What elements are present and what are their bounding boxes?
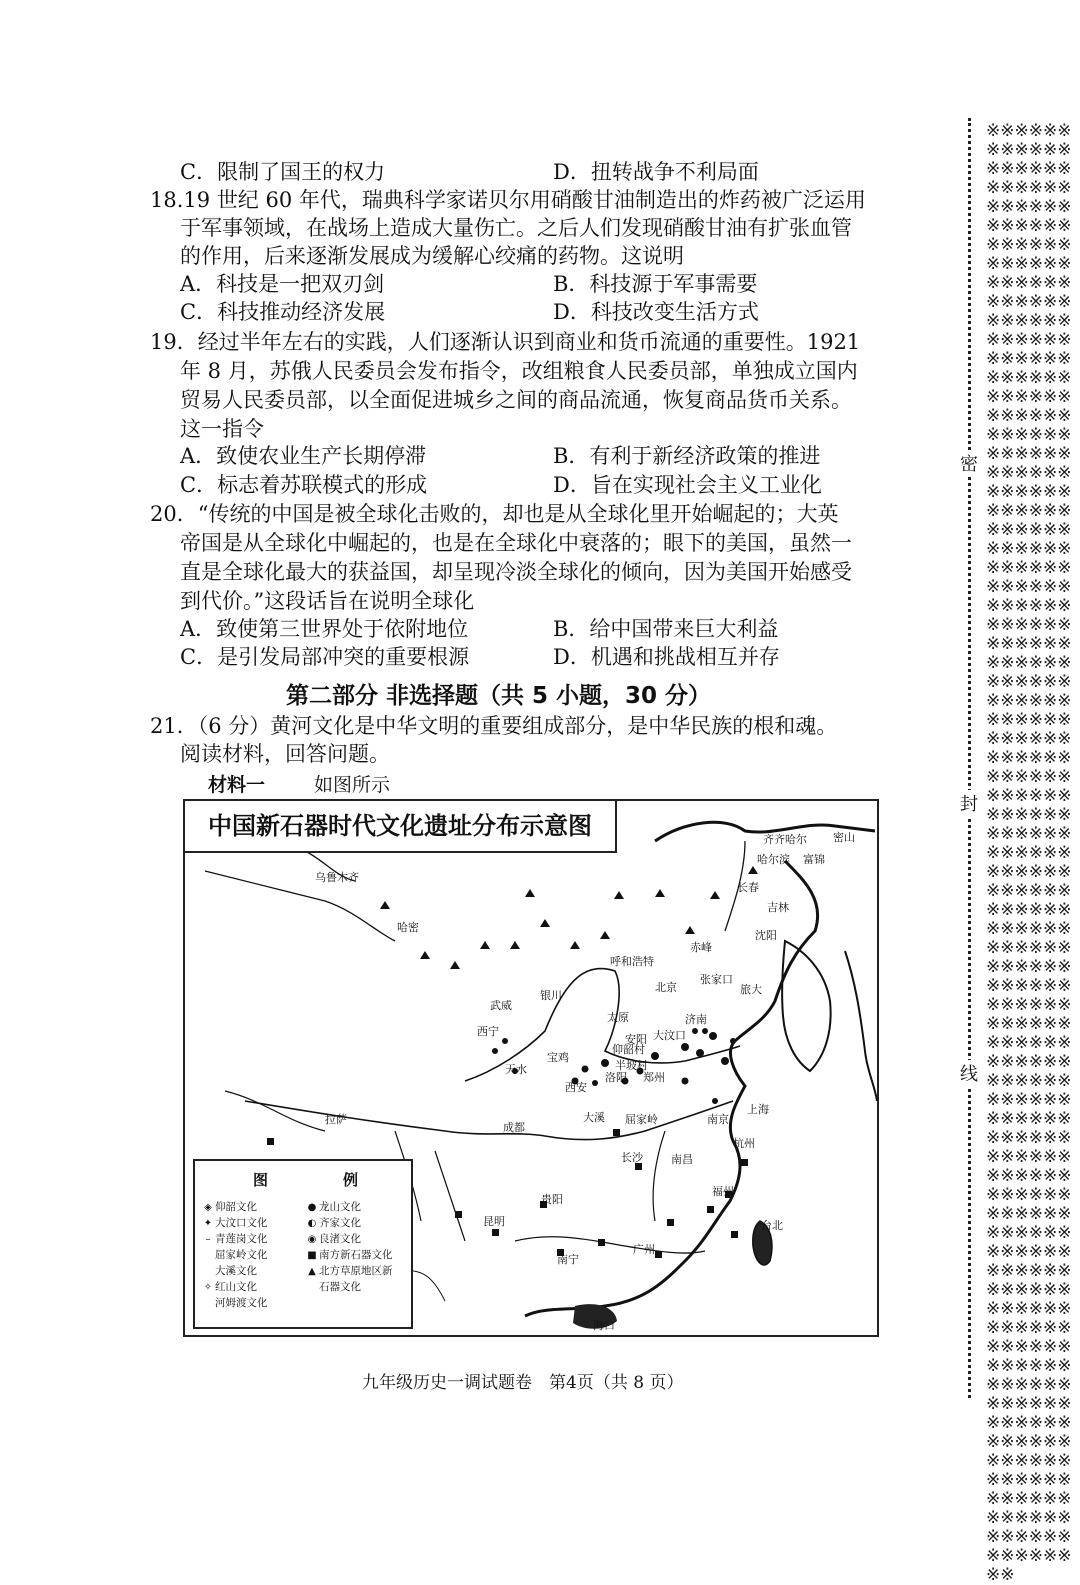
legend-item: – 青莲岗文化 [205,1233,268,1245]
river [653,1131,665,1221]
seal-dotted-line [968,118,971,1398]
map-title: 中国新石器时代文化遗址分布示意图 [185,801,617,853]
q20-option-d: D．机遇和挑战相互并存 [553,645,780,669]
place-label: 南京 [707,1113,729,1126]
legend-item: ◈ 仰韶文化 [204,1201,257,1213]
place-label: 长沙 [621,1151,643,1164]
place-label: 哈密 [397,921,419,934]
q19-stem-line: 年 8 月，苏俄人民委员会发布指令，改组粮食人民委员部，单独成立国内 [180,359,858,383]
q20-stem-line: 直是全球化最大的获益国，却呈现冷淡全球化的倾向，因为美国开始感受 [180,560,852,584]
legend-title-2: 例 [343,1171,359,1189]
river [205,871,395,941]
q17-option-d: D．扭转战争不利局面 [553,160,759,184]
place-label: 福州 [712,1185,734,1198]
q18-option-d: D．科技改变生活方式 [553,300,759,324]
place-label: 长春 [737,881,759,894]
place-label: 张家口 [700,973,733,986]
legend-title-1: 图 [253,1171,269,1189]
q19-stem-line: 贸易人民委员部，以全面促进城乡之间的商品流通，恢复商品货币关系。 [180,388,852,412]
place-label: 半坡村 [615,1059,648,1072]
place-label: 旅大 [740,983,762,996]
q20-option-c: C．是引发局部冲突的重要根源 [180,645,470,669]
q19-stem-line: 19．经过半年左右的实践，人们逐渐认识到商业和货币流通的重要性。1921 [150,330,861,354]
seal-word-feng: 封 [958,790,980,816]
legend-item: ■ 南方新石器文化 [307,1249,393,1261]
q18-option-c: C．科技推动经济发展 [180,300,386,324]
q20-option-b: B．给中国带来巨大利益 [553,617,779,641]
q20-stem-line: 20．“传统的中国是被全球化击败的，却也是从全球化里开始崛起的；大英 [150,502,839,526]
place-label: 仰韶村 [612,1043,645,1056]
legend-item: ✧ 红山文化 [203,1281,257,1293]
q20-stem-line: 帝国是从全球化中崛起的，也是在全球化中衰落的；眼下的美国，虽然一 [180,531,852,555]
place-label: 吉林 [767,901,789,914]
place-label: 南宁 [557,1253,579,1266]
legend-item: 河姆渡文化 [215,1297,268,1309]
place-label: 成都 [503,1121,525,1134]
place-label: 南昌 [671,1153,693,1166]
place-label: 安阳 [625,1033,647,1046]
place-label: 富锦 [803,853,825,866]
place-label: 屈家岭 [625,1113,658,1126]
place-label: 武威 [490,999,512,1012]
q20-stem-line: 到代价。”这段话旨在说明全球化 [180,589,475,613]
q19-stem-line: 这一指令 [180,417,264,441]
yangtze-river [245,1101,733,1140]
place-label: 乌鲁木齐 [315,871,359,884]
q21-stem-line: 21．（6 分）黄河文化是中华文明的重要组成部分，是中华民族的根和魂。 [150,714,838,738]
place-label: 密山 [833,831,855,844]
q18-stem-line: 18.19 世纪 60 年代，瑞典科学家诺贝尔用硝酸甘油制造出的炸药被广泛运用 [150,188,866,212]
q18-option-a: A．科技是一把双刃剑 [180,272,385,296]
legend-item: 大溪文化 [215,1265,257,1277]
place-label: 杭州 [733,1137,755,1150]
place-label: 海口 [593,1319,615,1332]
q21-stem-line: 阅读材料，回答问题。 [180,742,390,766]
place-label: 郑州 [643,1071,665,1084]
place-label: 大溪 [583,1111,605,1124]
q19-option-c: C．标志着苏联模式的形成 [180,473,428,497]
legend-item: ✦ 大汶口文化 [203,1217,268,1229]
japan-outline [845,951,877,1101]
place-label: 西安 [565,1081,587,1094]
place-label: 沈阳 [755,929,777,942]
place-label: 太原 [607,1011,629,1024]
seal-word-mi: 密 [958,450,980,476]
place-label: 北京 [655,981,677,994]
place-label: 西宁 [477,1025,499,1038]
place-label: 银川 [540,989,562,1002]
section-heading: 第二部分 非选择题（共 5 小题，30 分） [286,683,712,709]
place-label: 呼和浩特 [610,955,654,968]
place-label: 拉萨 [325,1113,347,1126]
q18-option-b: B．科技源于军事需要 [553,272,758,296]
legend-item: 屈家岭文化 [215,1249,268,1261]
q17-option-c: C．限制了国王的权力 [180,160,386,184]
place-label: 上海 [747,1103,769,1116]
place-label: 贵阳 [541,1193,563,1206]
coastline [525,822,875,1316]
q19-option-d: D．旨在实现社会主义工业化 [553,473,822,497]
legend-item: ◉ 良渚文化 [307,1233,361,1245]
legend-item: ● 龙山文化 [307,1201,361,1213]
place-label: 哈尔滨 [757,853,790,866]
place-label: 大汶口 [653,1029,686,1042]
legend-item: ▲ 北方草原地区新 [308,1265,393,1277]
place-label: 宝鸡 [547,1051,569,1064]
place-label: 广州 [633,1243,655,1256]
seal-margin [966,118,1080,1585]
q18-stem-line: 的作用，后来逐渐发展成为缓解心绞痛的药物。这说明 [180,244,684,268]
seal-word-xian: 线 [958,1060,980,1086]
korea-outline [782,941,830,1071]
q19-option-b: B．有利于新经济政策的推进 [553,444,821,468]
river [435,1151,465,1241]
material-label: 材料一 [208,774,266,796]
map-legend [193,1159,413,1329]
legend-item: 石器文化 [319,1281,361,1293]
q18-stem-line: 于军事领域，在战场上造成大量伤亡。之后人们发现硝酸甘油有扩张血管 [180,216,852,240]
place-label: 台北 [761,1219,783,1232]
material-text: 如图所示 [314,774,391,796]
page-footer: 九年级历史一调试题卷 第4页（共 8 页） [362,1373,684,1393]
place-label: 洛阳 [605,1071,627,1084]
legend-item: ◐ 齐家文化 [307,1217,361,1229]
place-label: 齐齐哈尔 [763,833,807,846]
place-label: 济南 [685,1013,707,1026]
neolithic-sites-map [183,799,879,1337]
place-label: 昆明 [483,1215,505,1228]
q19-option-a: A．致使农业生产长期停滞 [180,444,427,468]
seal-pattern: ※※※※※※※※※※※※※※※※※※※※※※※※※※※※※※※※※※※※※※※※※※※※※※※※※※※※※※※※※※※※※※※※※※※※※※※※※※※※※※※※※※※※※※※※※※※※※※※※※※※※※※※※※※※※※※※※※※※※※※※※※※※※※※※※※※※※※※※※※※※※※※※※※※※※※※※※※※※※※※※※※※※※※※※※※※※※※※※※※※※※※※※※※※※※※※※※※※※※※※※※※※※※※※※※※※※※※※※※※※※※※※※※※※※※※※※※※※※※※※※※※※※※※※※※※※※※※※※※※※※※※※※※※※※※※※※※※※※※※※※※※※※※※※※※※※※※※※※※※※※※※※※※※※※※※※※※※※※※※※※※※※※※※※※※※※※※※※※※※※※※※※※※※※※※※※※※※※※※※※※※※※※※※※※※※※※※※※※※※※※※※※※※※※※※※※※※※※※※※※※※※※※※※※※※※※※※※※※※※※※※※※※※※※※※※※※※※※※※※※※※※※※※※※※※※※※※※※※※※※ [986,121,1072,1585]
river [515,1237,705,1253]
place-label: 天水 [505,1063,527,1076]
q20-option-a: A．致使第三世界处于依附地位 [180,617,469,641]
place-label: 赤峰 [690,941,712,954]
